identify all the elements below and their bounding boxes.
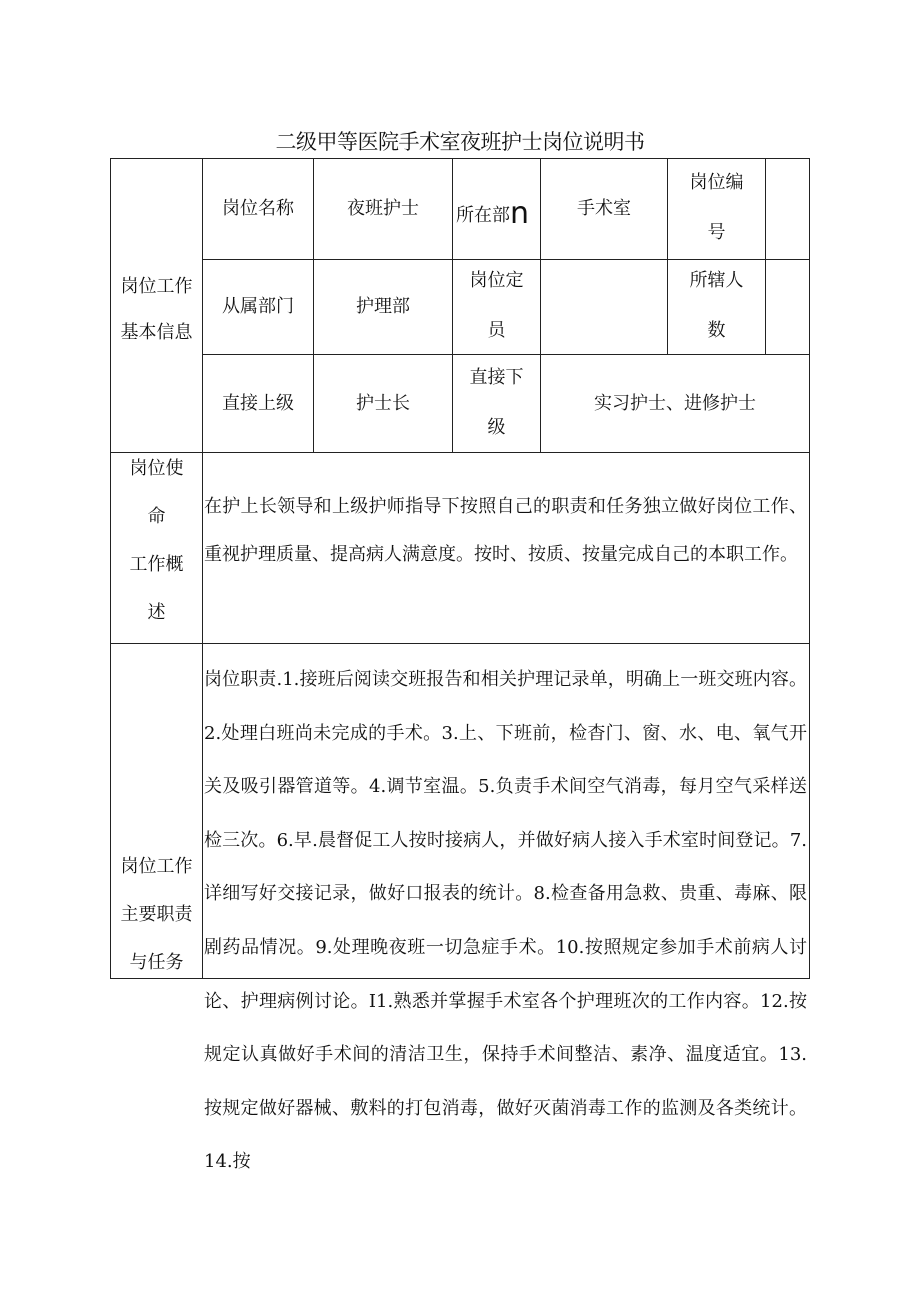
affiliated-dept-label: 从属部门 [222, 296, 294, 317]
department-value: 手术室 [577, 198, 631, 219]
subordinates-value [766, 260, 809, 354]
document-title: 二级甲等医院手术室夜班护士岗位说明书 [275, 130, 645, 154]
duties-label [111, 855, 202, 985]
duties-label-line2: 主要职责 [120, 904, 193, 925]
staffing-value [541, 260, 667, 354]
superior-label: 直接上级 [222, 392, 294, 414]
staffing-label [453, 268, 540, 354]
position-code-label [668, 170, 765, 258]
mission-text: 在护上长领导和上级护师指导下按照自己的职责和任务独立做好岗位工作、重视护理质量、提高病人满意度。按时、按质、按量完成自己的本职工作。 [204, 496, 807, 565]
row-divider [110, 452, 810, 453]
direct-subordinate-label [453, 365, 540, 451]
duties-label-line1: 岗位工作 [120, 856, 193, 877]
direct-subordinate-value: 实习护士、进修护士 [594, 392, 756, 414]
mission-label-line3: 工作概 [129, 554, 184, 575]
superior-value: 护士长 [356, 392, 410, 414]
basic-info-label-line1: 岗位工作 [120, 276, 193, 297]
position-name-value: 夜班护士 [347, 198, 419, 219]
position-code-value [766, 159, 809, 259]
staffing-label-line1: 岗位定 [469, 270, 524, 291]
duties-label-line3: 与任务 [129, 952, 184, 973]
department-label-text: 所在部 [456, 205, 510, 226]
mission-label [111, 453, 202, 643]
department-label-glyph: n [510, 196, 530, 231]
subordinates-label-line2: 数 [707, 320, 726, 341]
position-code-label-line2: 号 [707, 222, 726, 243]
table-right-border [809, 158, 810, 979]
mission-label-line1: 岗位使 [129, 458, 184, 479]
mission-label-line2: 命 [147, 506, 166, 527]
department-label [456, 196, 540, 231]
position-code-label-line1: 岗位编 [689, 172, 744, 193]
basic-info-label-line2: 基本信息 [120, 322, 193, 343]
row-divider [110, 643, 810, 644]
affiliated-dept-value: 护理部 [356, 296, 410, 317]
direct-subordinate-label-line2: 级 [487, 417, 506, 438]
basic-info-section-label [111, 263, 202, 357]
staffing-label-line2: 员 [487, 320, 506, 341]
subordinates-label-line1: 所辖人 [689, 270, 744, 291]
mission-label-line4: 述 [147, 602, 166, 623]
subordinates-label [668, 268, 765, 354]
direct-subordinate-label-line1: 直接下 [469, 367, 524, 388]
duties-text: 岗位职责.1.接班后阅读交班报告和相关护理记录单，明确上一班交班内容。2.处理白班尚未完成的手术。3.上、下班前，检杳门、窗、水、电、氧气开关及吸引器管道等。4.调节室温。5.负责手术间空气消毒，每月空气采样送检三次。6.早.晨督促工人按时接病人，并做好病人接入手术室时间登记。7.详细写好交接记录，做好口报表的统计。8.检查备用急救、贵重、毒麻、限剧药品情况。9.处理晚夜班一切急症手术。10.按照规定参加手术前病人讨论、护理病例讨论。I1.熟悉并掌握手术室各个护理班次的工作内容。12.按规定认真做好手术间的清洁卫生，保持手术间整洁、素净、温度适宜。13.按规定做好器械、敷料的打包消毒，做好灭菌消毒工作的监测及各类统计。14.按 [204, 669, 807, 1173]
position-name-label: 岗位名称 [222, 198, 294, 219]
